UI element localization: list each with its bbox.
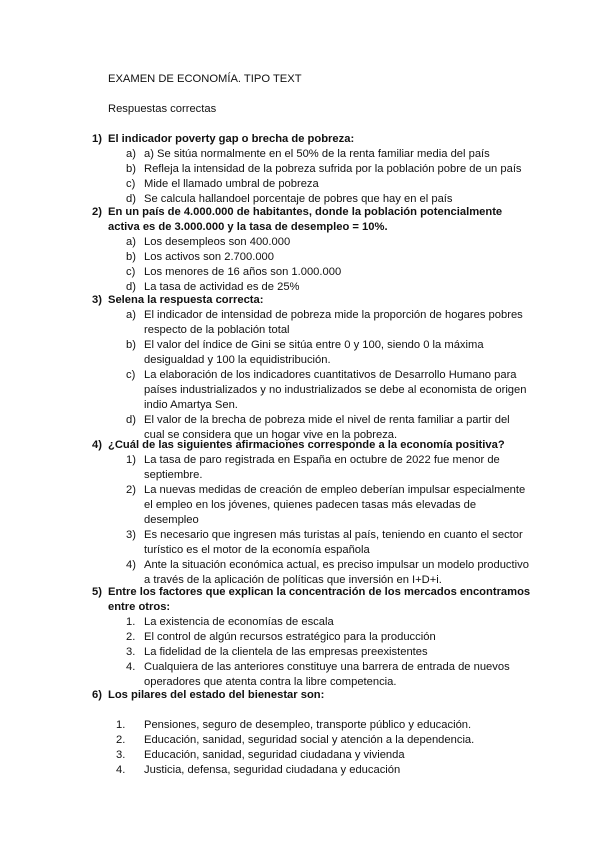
option-item bbox=[92, 368, 532, 413]
option-marker: b) bbox=[126, 163, 136, 175]
option-item bbox=[92, 177, 532, 192]
option-text: Es necesario que ingresen más turistas al país, teniendo en cuanto el sector turístico es el motor de la economía española bbox=[144, 529, 523, 556]
options-list bbox=[92, 453, 532, 588]
options-list bbox=[92, 308, 532, 443]
question-number: 5) bbox=[92, 586, 102, 598]
option-text: La elaboración de los indicadores cuantitativos de Desarrollo Humano para países industrializados y no industrializados se debe al economista de origen indio Amartya Sen. bbox=[144, 369, 527, 411]
option-marker: a) bbox=[126, 148, 136, 160]
question-text: El indicador poverty gap o brecha de pobreza: bbox=[108, 133, 355, 145]
option-text: Pensiones, seguro de desempleo, transporte público y educación. bbox=[144, 719, 472, 731]
option-marker: 1) bbox=[126, 454, 136, 466]
options-list bbox=[92, 147, 532, 207]
option-item bbox=[92, 308, 532, 338]
option-item bbox=[92, 147, 532, 162]
options-list bbox=[92, 235, 532, 295]
option-marker: d) bbox=[126, 414, 136, 426]
option-marker: 2) bbox=[126, 484, 136, 496]
option-marker: 1. bbox=[126, 616, 136, 628]
option-marker: 4. bbox=[116, 764, 126, 776]
option-text: El valor de la brecha de pobreza mide el nivel de renta familiar a partir del cual se considera que un hogar vive en la pobreza. bbox=[144, 414, 510, 441]
options-list bbox=[92, 718, 532, 778]
option-marker: a) bbox=[126, 236, 136, 248]
option-text: La tasa de paro registrada en España en octubre de 2022 fue menor de septiembre. bbox=[144, 454, 500, 481]
option-item bbox=[92, 718, 532, 733]
option-item bbox=[92, 660, 532, 690]
question-number: 4) bbox=[92, 439, 102, 451]
option-text: El control de algún recursos estratégico para la producción bbox=[144, 631, 436, 643]
option-text: El indicador de intensidad de pobreza mide la proporción de hogares pobres respecto de la población total bbox=[144, 309, 523, 336]
question-1 bbox=[92, 132, 532, 207]
question-text: ¿Cuál de las siguientes afirmaciones corresponde a la economía positiva? bbox=[108, 439, 505, 451]
option-marker: 4) bbox=[126, 559, 136, 571]
option-item bbox=[92, 483, 532, 528]
option-marker: 4. bbox=[126, 661, 136, 673]
option-item bbox=[92, 748, 532, 763]
question-text: En un país de 4.000.000 de habitantes, donde la población potencialmente activa es de 3.000.000 y la tasa de desempleo = 10%. bbox=[108, 206, 503, 233]
option-item bbox=[92, 558, 532, 588]
option-text: La nuevas medidas de creación de empleo deberían impulsar especialmente el empleo en los jóvenes, quienes padecen tasas más elevadas de desempleo bbox=[144, 484, 526, 526]
option-item bbox=[92, 338, 532, 368]
option-text: Ante la situación económica actual, es preciso impulsar un modelo productivo a través de la aplicación de políticas que inversión en I+D+i. bbox=[144, 559, 529, 586]
option-item bbox=[92, 630, 532, 645]
option-item bbox=[92, 250, 532, 265]
option-item bbox=[92, 265, 532, 280]
option-text: Justicia, defensa, seguridad ciudadana y educación bbox=[144, 764, 401, 776]
option-marker: c) bbox=[126, 266, 136, 278]
option-item bbox=[92, 615, 532, 630]
option-text: La existencia de economías de escala bbox=[144, 616, 334, 628]
option-item bbox=[92, 453, 532, 483]
option-text: a) Se sitúa normalmente en el 50% de la renta familiar media del país bbox=[144, 148, 490, 160]
option-item bbox=[92, 162, 532, 177]
question-6 bbox=[92, 688, 532, 778]
question-number: 3) bbox=[92, 294, 102, 306]
option-marker: 2. bbox=[116, 734, 126, 746]
option-marker: 3. bbox=[126, 646, 136, 658]
option-text: Los activos son 2.700.000 bbox=[144, 251, 274, 263]
option-text: Se calcula hallandoel porcentaje de pobres que hay en el país bbox=[144, 193, 453, 205]
option-item bbox=[92, 235, 532, 250]
option-marker: a) bbox=[126, 309, 136, 321]
option-marker: 3. bbox=[116, 749, 126, 761]
option-text: La fidelidad de la clientela de las empresas preexistentes bbox=[144, 646, 428, 658]
question-number: 2) bbox=[92, 206, 102, 218]
page-subtitle: Respuestas correctas bbox=[108, 103, 217, 115]
option-item bbox=[92, 645, 532, 660]
option-marker: 3) bbox=[126, 529, 136, 541]
option-item bbox=[92, 763, 532, 778]
option-marker: 2. bbox=[126, 631, 136, 643]
option-text: Los menores de 16 años son 1.000.000 bbox=[144, 266, 342, 278]
question-text: Entre los factores que explican la concentración de los mercados encontramos entre otros: bbox=[108, 586, 531, 613]
question-5 bbox=[92, 585, 532, 690]
question-text: Selena la respuesta correcta: bbox=[108, 294, 264, 306]
option-marker: b) bbox=[126, 251, 136, 263]
question-2 bbox=[92, 205, 532, 295]
option-item bbox=[92, 528, 532, 558]
options-list bbox=[92, 615, 532, 690]
option-text: Los desempleos son 400.000 bbox=[144, 236, 291, 248]
question-number: 1) bbox=[92, 133, 102, 145]
page-title: EXAMEN DE ECONOMÍA. TIPO TEXT bbox=[108, 73, 302, 85]
option-marker: d) bbox=[126, 281, 136, 293]
option-marker: c) bbox=[126, 178, 136, 190]
option-text: Mide el llamado umbral de pobreza bbox=[144, 178, 319, 190]
option-text: Refleja la intensidad de la pobreza sufrida por la población pobre de un país bbox=[144, 163, 522, 175]
option-item bbox=[92, 733, 532, 748]
question-3 bbox=[92, 293, 532, 443]
question-number: 6) bbox=[92, 689, 102, 701]
question-text: Los pilares del estado del bienestar son: bbox=[108, 689, 325, 701]
option-text: Educación, sanidad, seguridad ciudadana y vivienda bbox=[144, 749, 405, 761]
option-marker: d) bbox=[126, 193, 136, 205]
option-text: Educación, sanidad, seguridad social y atención a la dependencia. bbox=[144, 734, 475, 746]
option-marker: c) bbox=[126, 369, 136, 381]
option-text: Cualquiera de las anteriores constituye una barrera de entrada de nuevos operadores que atenta contra la libre competencia. bbox=[144, 661, 510, 688]
option-marker: 1. bbox=[116, 719, 126, 731]
option-marker: b) bbox=[126, 339, 136, 351]
option-text: El valor del índice de Gini se sitúa entre 0 y 100, siendo 0 la máxima desigualdad y 100 la equidistribución. bbox=[144, 339, 484, 366]
question-4 bbox=[92, 438, 532, 588]
option-text: La tasa de actividad es de 25% bbox=[144, 281, 300, 293]
